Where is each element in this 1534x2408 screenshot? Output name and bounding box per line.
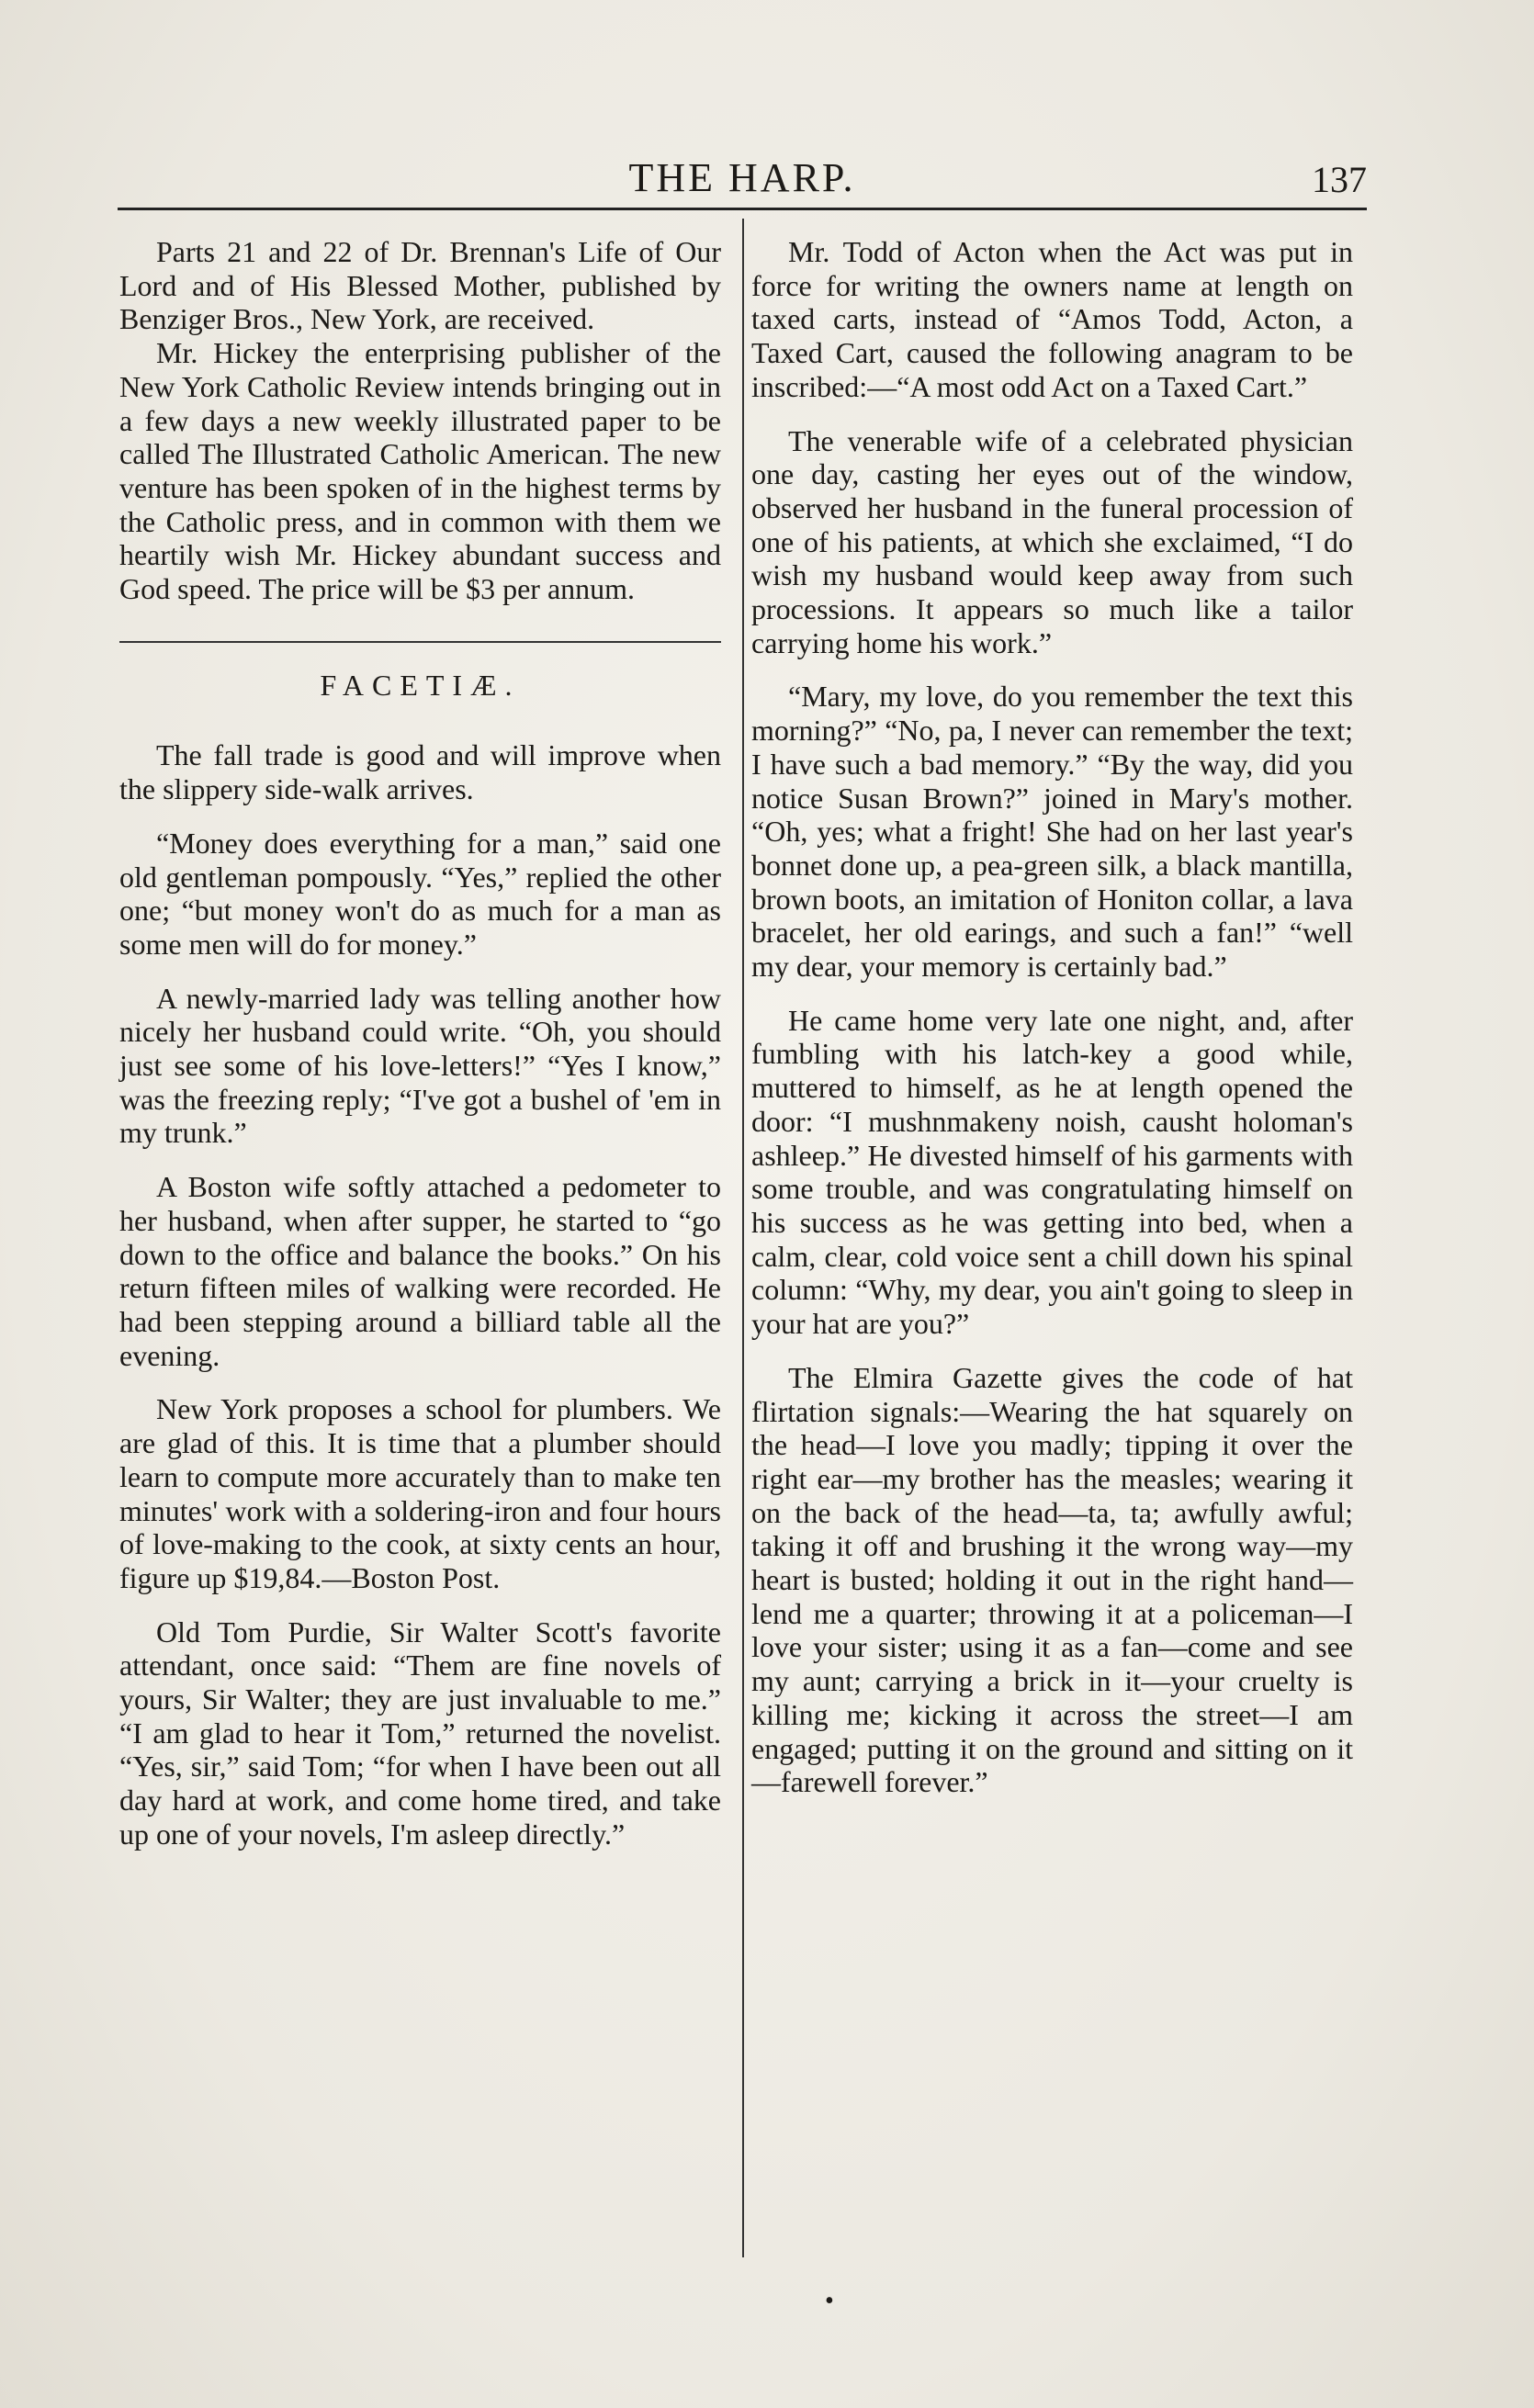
section-title: FACETIÆ. [320,668,521,702]
page-number: 137 [1312,159,1367,200]
facetiae-item: “Mary, my love, do you remember the text this morning?” “No, pa, I never can remember the text; I have such a bad memory.” “By the way, did you notice Susan Brown?” joined in Mary's mother. “Oh, yes; what a fright! She had on her last year's bonnet done up, a pea-green silk, a black mantilla, brown boots, an imitation of Honiton collar, a lava bracelet, her old earings, and such a fan!” “well my dear, your memory is certainly bad.” [751,680,1353,984]
facetiae-item: The fall trade is good and will improve when the slippery side-walk arrives. [119,738,721,806]
facetiae-item: The venerable wife of a celebrated physician one day, casting her eyes out of the window, observed her husband in the funeral procession of one of his patients, at which she exclaimed, “I do wish my husband would keep away from such processions. It appears so much like a tailor carrying home his work.” [751,423,1353,659]
section-rule [119,641,721,643]
page-title: THE HARP. [628,155,856,200]
facetiae-item: Old Tom Purdie, Sir Walter Scott's favorite attendant, once said: “Them are fine novels of yours, Sir Walter; they are just invaluable to me.” “I am glad to hear it Tom,” returned the novelist. “Yes, sir,” said Tom; “for when I have been out all day hard at work, and come home tired, and take up one of your novels, I'm asleep directly.” [119,1615,721,1851]
print-mark: • [825,2287,834,2315]
facetiae-item: He came home very late one night, and, after fumbling with his latch-key a good while, muttered to himself, as he at length opened the door: “I mushnmakeny noish, causht holoman's ashleep.” He divested himself of his garments with some trouble, and was congratulating himself on his success as he was getting into bed, when a calm, clear, cold voice sent a chill down his spinal column: “Why, my dear, you ain't going to sleep in your hat are you?” [751,1003,1353,1341]
right-column [751,235,1353,1799]
facetiae-item: New York proposes a school for plumbers. We are glad of this. It is time that a plumber should learn to compute more accurately than to make ten minutes' work with a soldering-iron and four hours of love-making to the cook, at sixty cents an hour, figure up $19,84.—Boston Post. [119,1392,721,1594]
facetiae-item: Mr. Todd of Acton when the Act was put in force for writing the owners name at length on taxed carts, instead of “Amos Todd, Acton, a Taxed Cart, caused the following anagram to be inscribed:—“A most odd Act on a Taxed Cart.” [751,235,1353,403]
header-rule [118,208,1367,210]
notice-paragraph: Parts 21 and 22 of Dr. Brennan's Life of Our Lord and of His Blessed Mother, published by Benziger Bros., New York, are received. [119,235,721,336]
left-column [119,235,721,1851]
running-header [118,154,1367,202]
facetiae-item: The Elmira Gazette gives the code of hat flirtation signals:—Wearing the hat squarely on the head—I love you madly; tipping it over the right ear—my brother has the measles; wearing it on the back of the head—ta, ta; awfully awful; taking it off and brushing it the wrong way—my heart is busted; holding it out in the right hand—lend me a quarter; throwing it at a policeman—I love your sister; using it as a fan—come and see my aunt; carrying a brick in it—your cruelty is killing me; kicking it across the street—I am engaged; putting it on the ground and sitting on it—farewell forever.” [751,1360,1353,1799]
facetiae-item: A newly-married lady was telling another how nicely her husband could write. “Oh, you should just see some of his love-letters!” “Yes I know,” was the freezing reply; “I've got a bushel of 'em in my trunk.” [119,981,721,1150]
notice-paragraph: Mr. Hickey the enterprising publisher of the New York Catholic Review intends bringing out in a few days a new weekly illustrated paper to be called The Illustrated Catholic American. The new venture has been spoken of in the highest terms by the Catholic press, and in common with them we heartily wish Mr. Hickey abundant success and God speed. The price will be $3 per annum. [119,336,721,606]
facetiae-item: A Boston wife softly attached a pedometer to her husband, when after supper, he started to “go down to the office and balance the books.” On his return fifteen miles of walking were recorded. He had been stepping around a billiard table all the evening. [119,1170,721,1372]
facetiae-item: “Money does everything for a man,” said one old gentleman pompously. “Yes,” replied the other one; “but money won't do as much for a man as some men will do for money.” [119,826,721,961]
column-divider [742,219,744,2257]
